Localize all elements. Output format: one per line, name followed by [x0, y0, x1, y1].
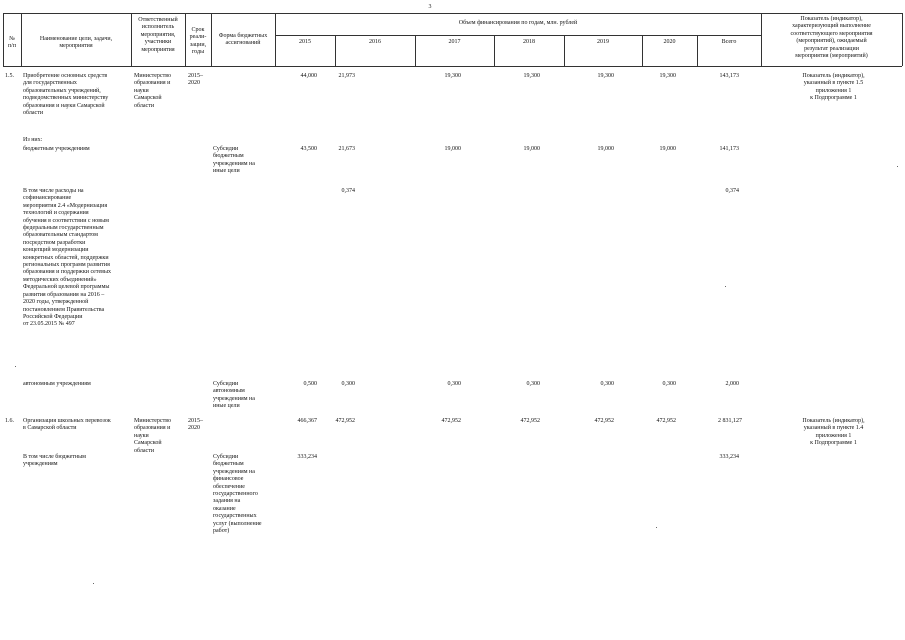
autonomous-row-form: Субсидии автономным учреждениям на иные цели	[213, 381, 255, 410]
scan-speck	[93, 583, 94, 584]
header-year-2019: 2019	[597, 39, 609, 45]
page-number: 3	[428, 4, 432, 10]
autonomous-row-2020: 0,300	[662, 381, 676, 387]
row-1-6-name: Организация школьных перевозок в Самарской области	[23, 418, 111, 432]
row-1-6-executor: Министерство образования и науки Самарской области	[134, 418, 171, 454]
row-1-6-2018: 472,952	[520, 418, 540, 424]
budget-row-2018: 19,000	[523, 146, 540, 152]
header-name: Наименование цели, задачи, мероприятия	[39, 36, 113, 50]
header-year-2016: 2016	[369, 39, 381, 45]
row-1-5-2019: 19,300	[597, 73, 614, 79]
scan-speck	[656, 527, 657, 528]
budget16-row-form: Субсидии бюджетным учреждениям на финансовое обеспечение государственного задания на оказание государственных услуг (выполнение работ)	[213, 454, 262, 535]
header-indicator: Показатель (индикатор), характеризующий выполнение соответствующего мероприятия (мероприятий), ожидаемый результат реализации мероприятия (мероприятий)	[790, 16, 873, 60]
header-term: Срок реали- зации, годы	[189, 27, 207, 56]
budget-row-2016: 21,673	[338, 146, 355, 152]
autonomous-row-2018: 0,300	[526, 381, 540, 387]
budget-row-2015: 43,500	[300, 146, 317, 152]
header-form: Форма бюджетных ассигнований	[218, 33, 268, 47]
row-1-5-2017: 19,300	[444, 73, 461, 79]
row-1-6-2015: 466,367	[297, 418, 317, 424]
header-year-2017: 2017	[448, 39, 461, 45]
row-1-5-2020: 19,300	[659, 73, 676, 79]
row-1-6-term: 2015– 2020	[188, 418, 203, 432]
autonomous-row-2016: 0,300	[341, 381, 355, 387]
budget-row-form: Субсидии бюджетным учреждениям на иные цели	[213, 146, 255, 175]
autonomous-row-2019: 0,300	[600, 381, 614, 387]
row-1-5-total: 143,173	[719, 73, 739, 79]
row-1-5-num: 1.5.	[5, 73, 14, 79]
header-executor: Ответственный исполнитель мероприятия, участники мероприятия	[138, 17, 178, 53]
subheading-iz-nih: Из них:	[23, 137, 43, 143]
row-1-5-2018: 19,300	[523, 73, 540, 79]
row-1-5-indicator: Показатель (индикатор), указанный в пункте 1.5 приложения 1 к Подпрограмме 1	[802, 73, 865, 102]
autonomous-row-total: 2,000	[725, 381, 739, 387]
autonomous-row-2015: 0,500	[303, 381, 317, 387]
header-funding-group: Объем финансирования по годам, млн. рублей	[458, 20, 578, 26]
budget16-row-total: 333,234	[719, 454, 739, 460]
autonomous-row-2017: 0,300	[447, 381, 461, 387]
row-1-6-num: 1.6.	[5, 418, 14, 424]
cofinancing-row-name: В том числе расходы на софинансирование мероприятия 2.4 «Модернизация технологий и содержания обучения в соответствии с новым федеральным государственным образовательным стандартом посредством разработки концепций модернизации конкретных областей, поддержки региональных программ развития образования и поддержки сетевых методических объединений» Федеральной целевой программы развития образования на 2016 – 2020 годы, утвержденной постановлением Правительства Российской Федерации от 23.05.2015 № 497	[23, 188, 111, 328]
row-1-6-2019: 472,952	[594, 418, 614, 424]
budget16-row-2015: 333,234	[297, 454, 317, 460]
budget-row-2020: 19,000	[659, 146, 676, 152]
scan-speck	[15, 366, 16, 367]
header-year-2015: 2015	[299, 39, 311, 45]
row-1-5-term: 2015– 2020	[188, 73, 203, 87]
cofinancing-row-2016: 0,374	[341, 188, 355, 194]
cofinancing-row-total: 0,374	[725, 188, 739, 194]
header-year-2020: 2020	[663, 39, 676, 45]
budget-row-total: 141,173	[719, 146, 739, 152]
row-1-5-2015: 44,000	[300, 73, 317, 79]
row-1-6-total: 2 831,127	[718, 418, 742, 424]
autonomous-row-name: автономным учреждениям	[23, 381, 91, 387]
row-1-6-indicator: Показатель (индикатор), указанный в пункте 1.4 приложения 1 к Подпрограмме 1	[802, 418, 865, 447]
budget-row-name: бюджетным учреждениям	[23, 146, 90, 152]
header-total: Всего	[721, 39, 737, 45]
header-num: № п/п	[7, 36, 17, 50]
budget16-row-name: В том числе бюджетным учреждениям	[23, 454, 86, 468]
row-1-5-name: Приобретение основных средств для государственных образовательных учреждений, подведомственных министерству образования и науки Самарской области	[23, 73, 109, 117]
scan-speck	[725, 286, 726, 287]
row-1-6-2017: 472,952	[441, 418, 461, 424]
budget-row-2019: 19,000	[597, 146, 614, 152]
scan-speck	[897, 166, 898, 167]
header-year-2018: 2018	[523, 39, 535, 45]
budget-row-2017: 19,000	[444, 146, 461, 152]
row-1-6-2016: 472,952	[335, 418, 355, 424]
row-1-5-executor: Министерство образования и науки Самарской области	[134, 73, 171, 109]
row-1-5-2016: 21,973	[338, 73, 355, 79]
row-1-6-2020: 472,952	[656, 418, 676, 424]
